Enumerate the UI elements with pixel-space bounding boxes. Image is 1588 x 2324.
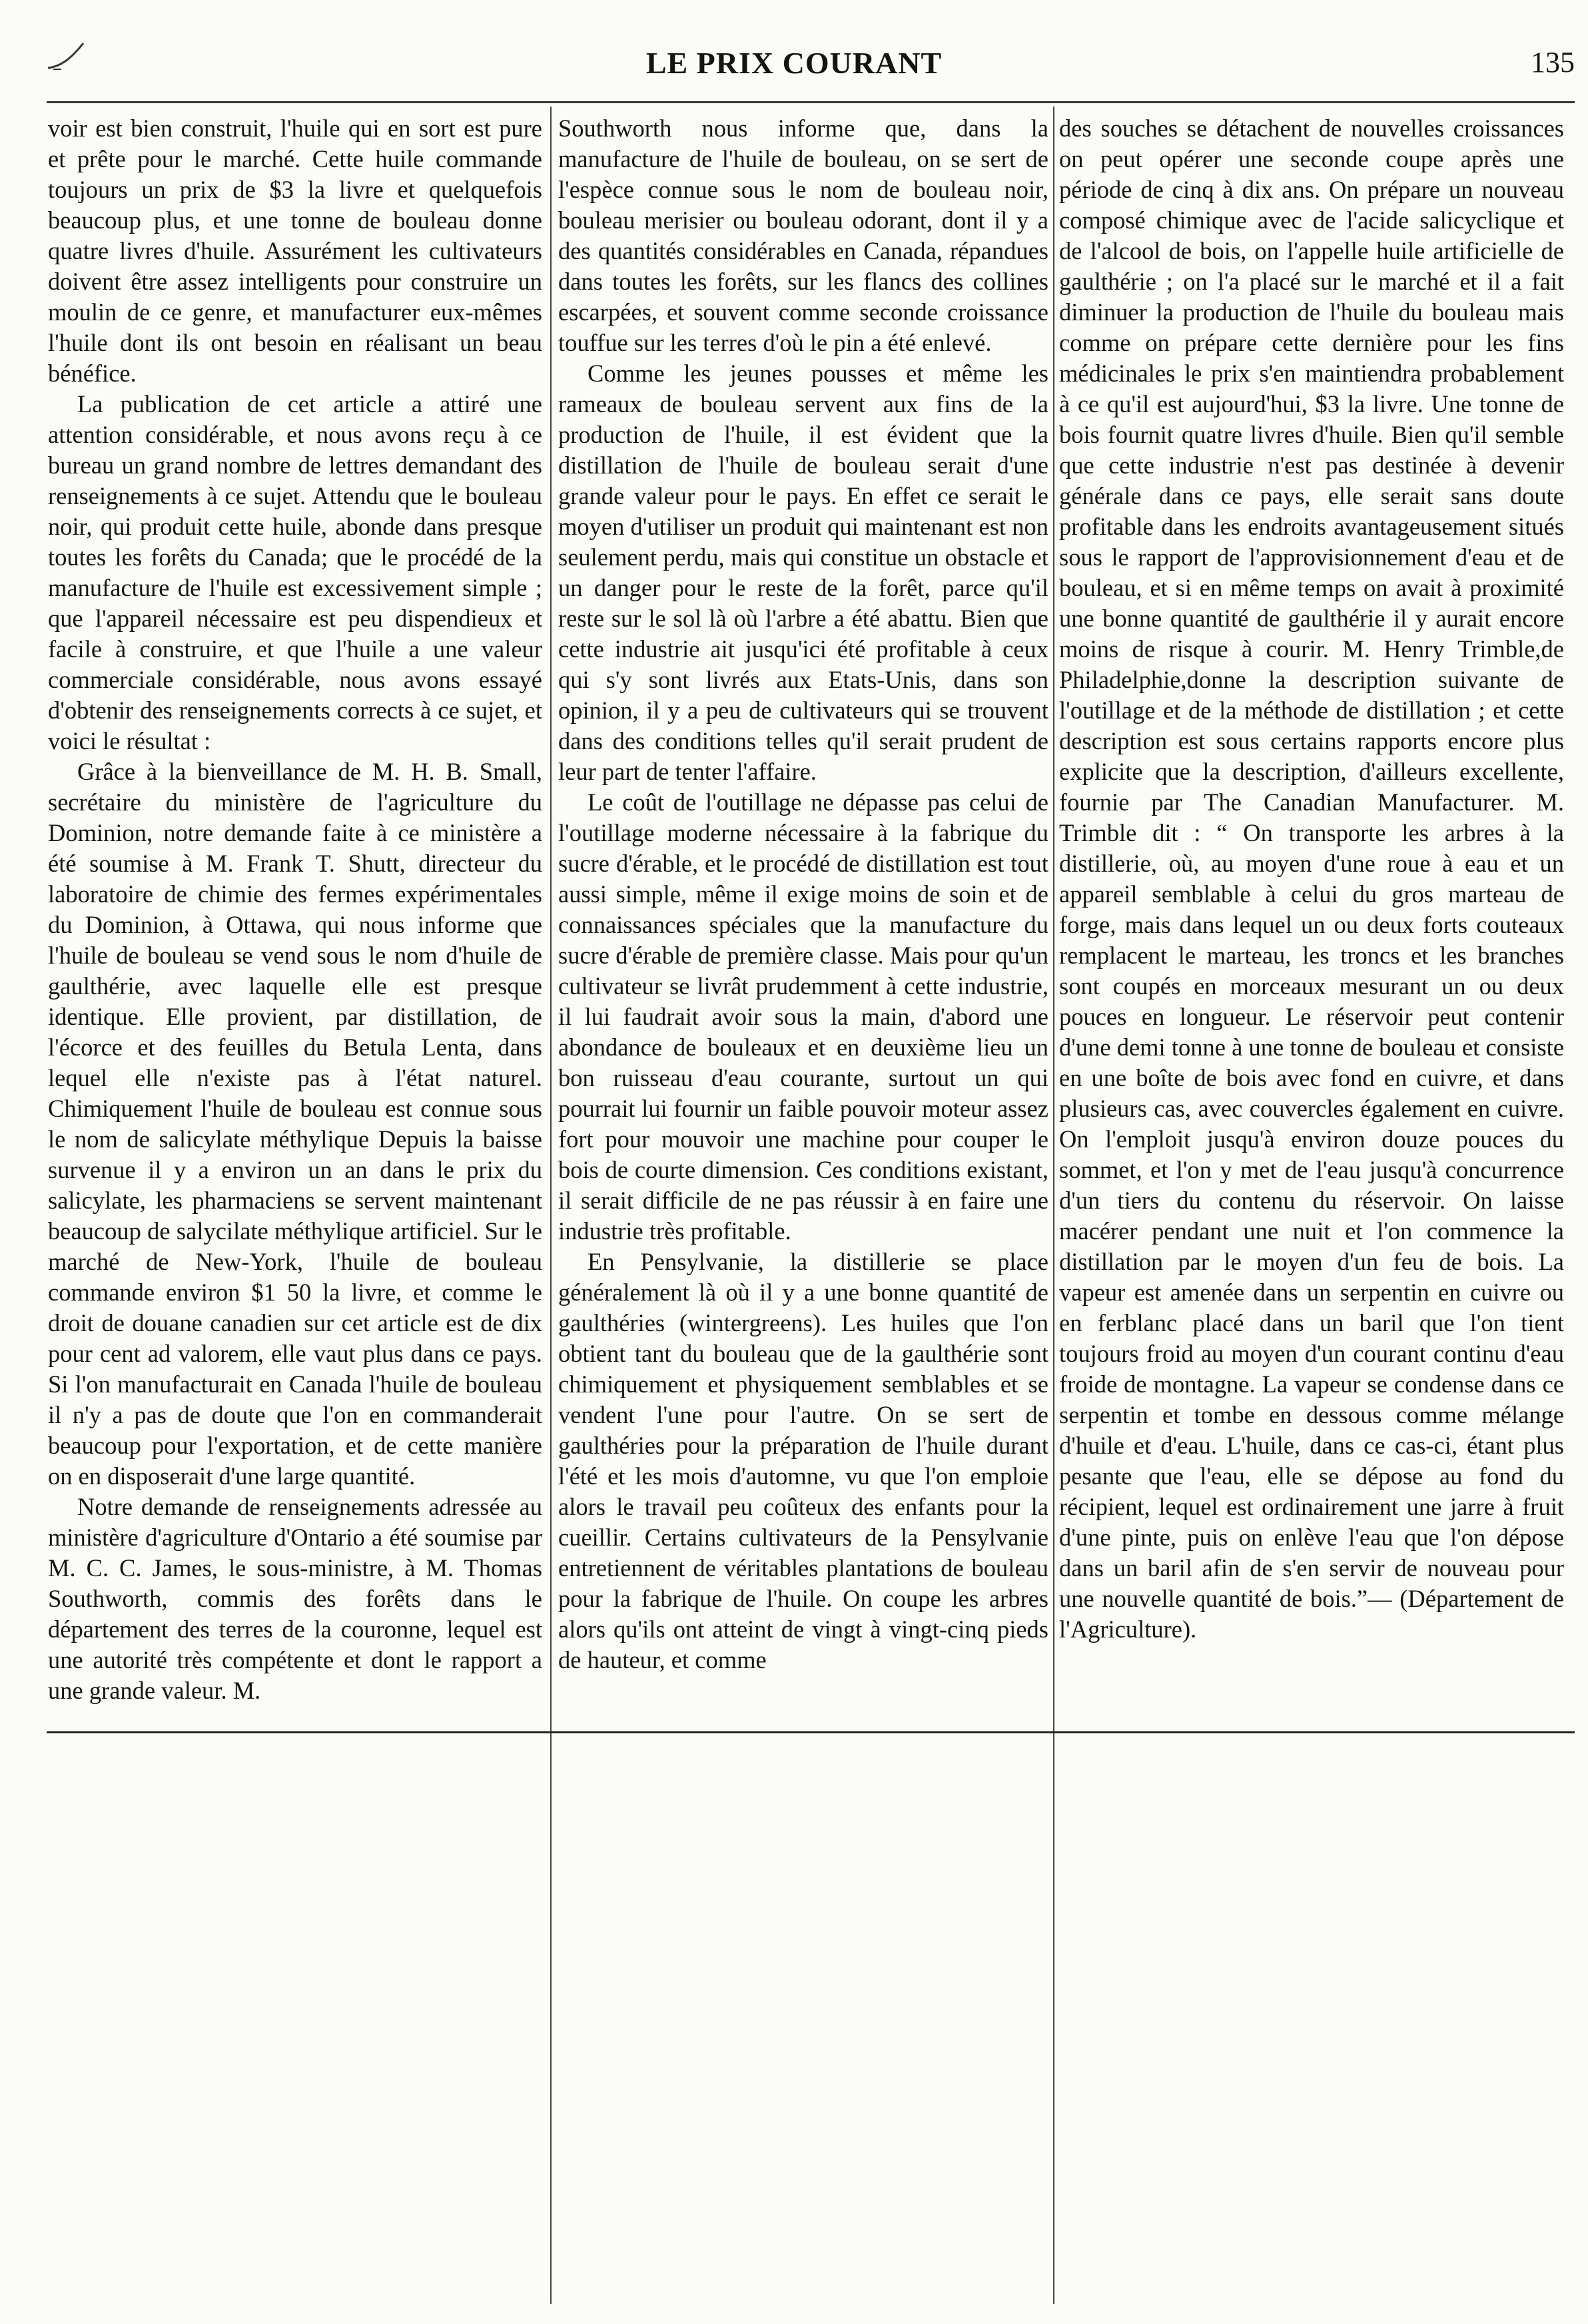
paragraph: Le coût de l'outillage ne dépasse pas celui de l'outillage moderne nécessaire à la fabrique du sucre d'érable, et le procédé de distillation est tout aussi simple, même il exige moins de soin et de connaissances spéciales que la manufacture du sucre d'érable de première classe. Mais pour qu'un cultivateur se livrât prudemment à cette industrie, il lui faudrait avoir sous la main, d'abord une abondance de bouleaux et en deuxième lieu un bon ruisseau d'eau courante, surtout un qui pourrait lui fournir un faible pouvoir moteur assez fort pour mouvoir une machine pour couper le bois de courte dimension. Ces conditions existant, il serait difficile de ne pas réussir à en faire une industrie très profitable.	[558, 788, 1048, 1245]
paragraph: Notre demande de renseignements adressée au ministère d'agriculture d'Ontario a été soumise par M. C. C. James, le sous-ministre, à M. Thomas Southworth, commis des forêts dans le département des terres de la couronne, lequel est une autorité très compétente et dont le rapport a une grande valeur. M.	[48, 1493, 542, 1704]
column-divider	[1053, 107, 1054, 2304]
column-divider	[550, 107, 552, 2304]
paragraph: La publication de cet article a attiré une attention considérable, et nous avons reçu à ce bureau un grand nombre de lettres demandant des renseignements à ce sujet. Attendu que le bouleau noir, qui produit cette huile, abonde dans presque toutes les forêts du Canada; que le procédé de la manufacture de l'huile est excessivement simple ; que l'appareil nécessaire est peu dispendieux et facile à construire, et que l'huile a une valeur commerciale considérable, nous avons essayé d'obtenir des renseignements corrects à ce sujet, et voici le résultat :	[48, 390, 542, 754]
paragraph: voir est bien construit, l'huile qui en sort est pure et prête pour le marché. Cette huile commande toujours un prix de $3 la livre et quelquefois beaucoup plus, et une tonne de bouleau donne quatre livres d'huile. Assurément les cultivateurs doivent être assez intelligents pour construire un moulin de ce genre, et manufacturer eux-mêmes l'huile dont ils ont besoin en réalisant un beau bénéfice.	[48, 115, 542, 387]
paragraph: des souches se détachent de nouvelles croissances on peut opérer une seconde coupe après une période de cinq à dix ans. On prépare un nouveau composé chimique avec de l'acide salicyclique et de l'alcool de bois, on l'appelle huile artificielle de gaulthérie ; on l'a placé sur le marché et il a fait diminuer la production de l'huile du bouleau mais comme on prépare cette dernière pour les fins médicinales le prix s'en maintiendra probablement à ce qu'il est aujourd'hui, $3 la livre. Une tonne de bois fournit quatre livres d'huile. Bien qu'il semble que cette industrie n'est pas destinée à devenir générale dans ce pays, elle serait sans doute profitable dans les endroits avantageusement situés sous le rapport de l'approvisionnement d'eau et de bouleau, et si en même temps on avait à proximité une bonne quantité de gaulthérie il y aurait encore moins de risque à courir. M. Henry Trimble,de Philadelphie,donne la description suivante de l'outillage et de la méthode de distillation ; et cette description est sous certains rapports encore plus explicite que la description, d'ailleurs excellente, fournie par The Canadian Manufacturer. M. Trimble dit : “ On transporte les arbres à la distillerie, où, au moyen d'une roue à eau et un appareil semblable à celui du gros marteau de forge, mais dans lequel un ou deux forts couteaux remplacent le marteau, les troncs et les branches sont coupés en morceaux mesurant un ou deux pouces en longueur. Le réservoir peut contenir d'une demi tonne à une tonne de bouleau et consiste en une boîte de bois avec fond en cuivre, et dans plusieurs cas, avec couvercles également en cuivre. On l'emploit jusqu'à environ douze pouces du sommet, et l'on y met de l'eau jusqu'à concurrence d'un tiers du contenu du réservoir. On laisse macérer pendant une nuit et l'on commence la distillation par le moyen d'un feu de bois. La vapeur est amenée dans un serpentin en cuivre ou en ferblanc placé dans un baril que l'on tient toujours froid au moyen d'un courant continu d'eau froide de montagne. La vapeur se condense dans ce serpentin et tombe en dessous comme mélange d'huile et d'eau. L'huile, dans ce cas-ci, étant plus pesante que l'eau, elle se dépose au fond du récipient, lequel est ordinairement une jarre à fruit d'une pinte, puis on enlève l'eau que l'on dépose dans un baril afin de s'en servir de nouveau pour une nouvelle quantité de bois.”— (Département de l'Agriculture).	[1059, 115, 1564, 1643]
paragraph: Comme les jeunes pousses et même les rameaux de bouleau servent aux fins de la production de l'huile, il est évident que la distillation de l'huile de bouleau serait d'une grande valeur pour le pays. En effet ce serait le moyen d'utiliser un produit qui maintenant est non seulement perdu, mais qui constitue un obstacle et un danger pour le reste de la forêt, parce qu'il reste sur le sol là où l'arbre a été abattu. Bien que cette industrie ait jusqu'ici été profitable à ceux qui s'y sont livrés aux Etats-Unis, dans son opinion, il y a peu de cultivateurs qui se trouvent dans des conditions telles qu'il serait prudent de leur part de tenter l'affaire.	[558, 360, 1048, 785]
page-title: LE PRIX COURANT	[645, 46, 943, 80]
paragraph: Grâce à la bienveillance de M. H. B. Small, secrétaire du ministère de l'agriculture du Dominion, notre demande faite à ce ministère a été soumise à M. Frank T. Shutt, directeur du laboratoire de chimie des fermes expérimentales du Dominion, à Ottawa, qui nous informe que l'huile de bouleau se vend sous le nom d'huile de gaulthérie, avec laquelle elle est presque identique. Elle provient, par distillation, de l'écorce et des feuilles du Betula Lenta, dans lequel elle n'existe pas à l'état naturel. Chimiquement l'huile de bouleau est connue sous le nom de salicylate méthylique Depuis la baisse survenue il y a environ un an dans le prix du salicylate, les pharmaciens se servent maintenant beaucoup de salycilate méthylique artificiel. Sur le marché de New-York, l'huile de bouleau commande environ $1 50 la livre, et comme le droit de douane canadien sur cet article est de dix pour cent ad valorem, elle vaut plus dans ce pays. Si l'on manufacturait en Canada l'huile de bouleau il n'y a pas de doute que l'on en commanderait beaucoup pour l'exportation, et de cette manière on en disposerait d'une large quantité.	[48, 758, 542, 1490]
strike-rule	[47, 1731, 1575, 1733]
page-header	[0, 0, 1588, 100]
paragraph: En Pensylvanie, la distillerie se place généralement là où il y a une bonne quantité de gaulthéries (wintergreens). Les huiles que l'on obtient tant du bouleau que de la gaulthérie sont chimiquement et physiquement semblables et se vendent l'une pour l'autre. On se sert de gaulthéries pour la préparation de l'huile durant l'été et les mois d'automne, vu que l'on emploie alors le travail peu coûteux des enfants pour la cueillir. Certains cultivateurs de la Pensylvanie entretiennent de véritables plantations de bouleau pour la fabrique de l'huile. On coupe les arbres alors qu'ils ont atteint de vingt à vingt-cinq pieds de hauteur, et comme	[558, 1248, 1048, 1673]
column-1	[48, 113, 542, 2304]
paragraph: Southworth nous informe que, dans la manufacture de l'huile de bouleau, on se sert de l'espèce connue sous le nom de bouleau noir, bouleau merisier ou bouleau odorant, dont il y a des quantités considérables en Canada, répandues dans toutes les forêts, sur les flancs des collines escarpées, et souvent comme seconde croissance touffue sur les terres d'où le pin a été enlevé.	[558, 115, 1048, 356]
header-rule	[47, 101, 1575, 103]
column-2	[558, 113, 1048, 2304]
page-number: 135	[1531, 46, 1575, 79]
column-3	[1059, 113, 1564, 2304]
